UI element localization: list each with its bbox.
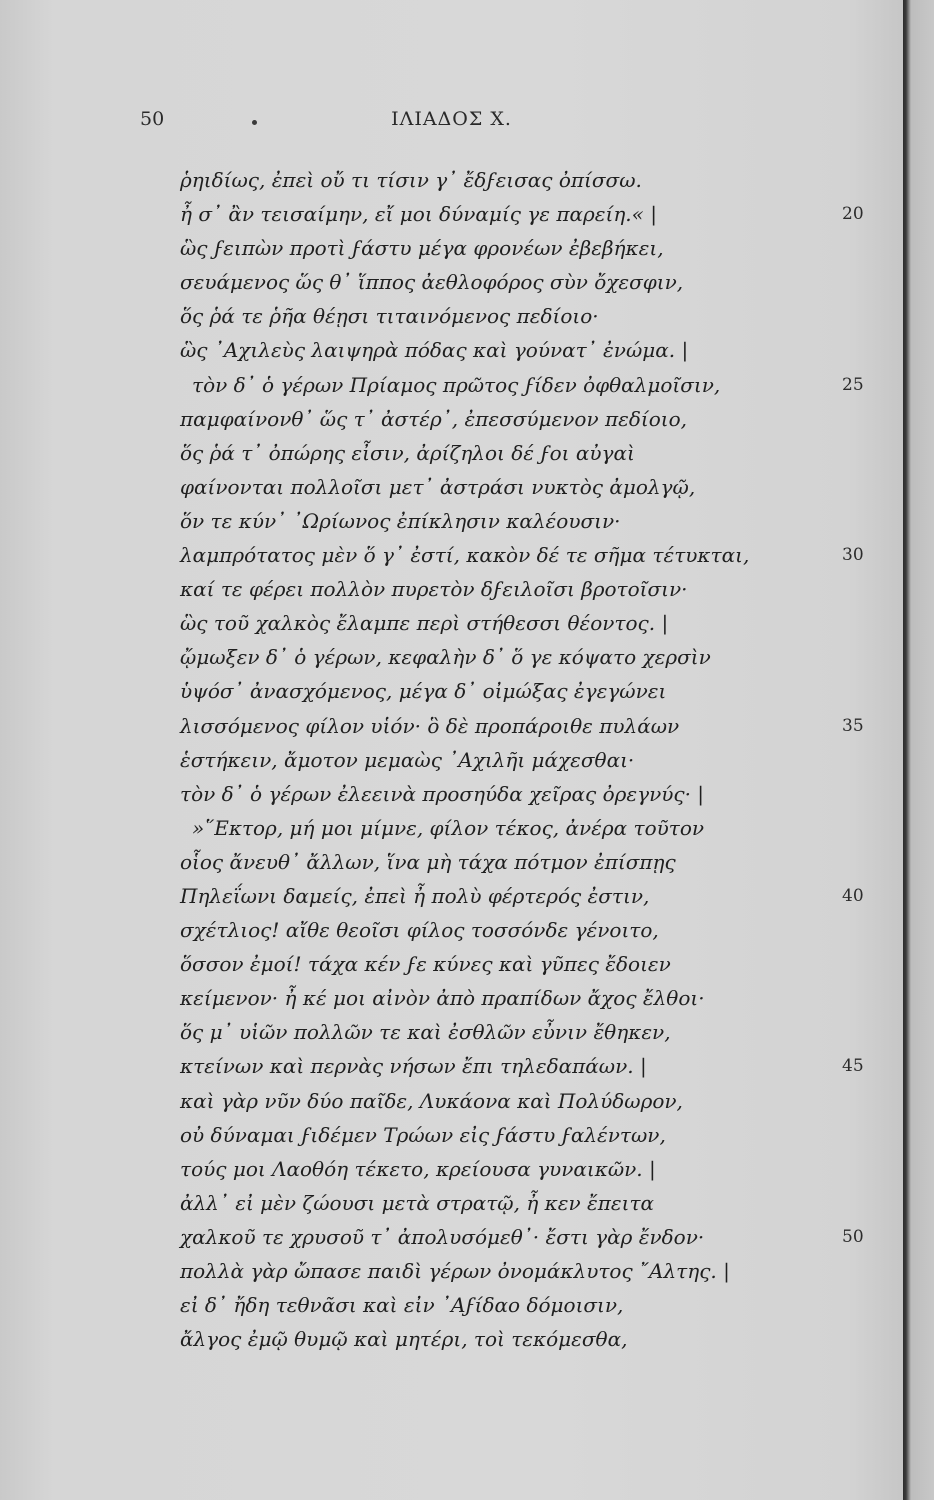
verse-line (180, 743, 900, 777)
verse-text: σευάμενος ὥς θ᾽ ἵππος ἀεθλοφόρος σὺν ὄχεσφιν, (180, 270, 684, 295)
verse-line (180, 811, 900, 845)
verse-line (180, 436, 900, 470)
verse-line (180, 1049, 900, 1083)
verse-text: φαίνονται πολλοῖσι μετ᾽ ἀστράσι νυκτὸς ἀμολγῷ, (180, 474, 696, 499)
verse-text: σχέτλιος! αἴθε θεοῖσι φίλος τοσσόνδε γένοιτο, (180, 918, 659, 943)
verse-line (180, 470, 900, 504)
verse-line (180, 1152, 900, 1186)
verse-line (180, 402, 900, 436)
verse-line (180, 368, 900, 402)
verse-line (180, 606, 900, 640)
verse-block (180, 163, 900, 1356)
line-number: 35 (842, 715, 864, 736)
verse-text: τούς μοι Λαοθόη τέκετο, κρείουσα γυναικῶν. | (180, 1156, 656, 1181)
verse-text: κτείνων καὶ περνὰς νήσων ἔπι τηλεδαπάων. | (180, 1054, 647, 1079)
verse-text: λισσόμενος φίλον υἱόν· ὃ δὲ προπάροιθε πυλάων (180, 713, 680, 738)
verse-line (180, 777, 900, 811)
verse-line (180, 1254, 900, 1288)
verse-text: ἀλλ᾽ εἰ μὲν ζώουσι μετὰ στρατῷ, ἦ κεν ἔπειτα (180, 1190, 655, 1215)
line-number: 30 (842, 545, 864, 566)
line-number: 25 (842, 374, 864, 395)
verse-text: ὅσσον ἐμοί! τάχα κέν ϝε κύνες καὶ γῦπες ἔδοιεν (180, 952, 671, 977)
verse-text: ἄλγος ἐμῷ θυμῷ καὶ μητέρι, τοὶ τεκόμεσθα, (180, 1327, 628, 1352)
verse-text: παμφαίνονθ᾽ ὥς τ᾽ ἀστέρ᾽, ἐπεσσύμενον πεδίοιο, (180, 406, 688, 431)
line-number: 50 (842, 1226, 864, 1247)
verse-text: ὅς μ᾽ υἱῶν πολλῶν τε καὶ ἐσθλῶν εὖνιν ἔθηκεν, (180, 1020, 671, 1045)
verse-line (180, 640, 900, 674)
verse-text: ἑστήκειν, ἄμοτον μεμαὼς ᾽Αχιλῆι μάχεσθαι· (180, 747, 635, 772)
verse-text: καί τε φέρει πολλὸν πυρετὸν δϝειλοῖσι βροτοῖσιν· (180, 577, 688, 602)
verse-text: ὅς ῥά τε ῥῆα θέῃσι τιταινόμενος πεδίοιο· (180, 304, 599, 329)
line-number: 20 (842, 204, 864, 225)
line-number: 40 (842, 885, 864, 906)
verse-line (180, 1015, 900, 1049)
verse-text: ὣς ᾽Αχιλεὺς λαιψηρὰ πόδας καὶ γούνατ᾽ ἐνώμα. | (180, 338, 689, 363)
verse-text: τὸν δ᾽ ὁ γέρων ἐλεεινὰ προσηύδα χεῖρας ὀρεγνύς· | (180, 781, 705, 806)
page-number: 50 (140, 108, 165, 130)
verse-text: χαλκοῦ τε χρυσοῦ τ᾽ ἀπολυσόμεθ᾽· ἔστι γὰρ ἔνδον· (180, 1224, 705, 1249)
verse-line (180, 879, 900, 913)
verse-text: πολλὰ γὰρ ὤπασε παιδὶ γέρων ὀνομάκλυτος ῎Αλτης. | (180, 1259, 730, 1283)
verse-text: κείμενον· ἦ κέ μοι αἰνὸν ἀπὸ πραπίδων ἄχος ἔλθοι· (180, 986, 705, 1011)
verse-line (180, 197, 900, 231)
verse-line (180, 572, 900, 606)
verse-line (180, 538, 900, 572)
verse-text: λαμπρότατος μὲν ὅ γ᾽ ἐστί, κακὸν δέ τε σῆμα τέτυκται, (180, 543, 750, 568)
verse-text: τὸν δ᾽ ὁ γέρων Πρίαμος πρῶτος ϝίδεν ὀφθαλμοῖσιν, (192, 372, 721, 397)
verse-line (180, 231, 900, 265)
verse-text: ἦ σ᾽ ἂν τεισαίμην, εἴ μοι δύναμίς γε παρείη.« | (180, 202, 657, 227)
verse-text: εἰ δ᾽ ἤδη τεθνᾶσι καὶ εἰν ᾽Αϝίδαο δόμοισιν, (180, 1293, 624, 1318)
verse-line (180, 709, 900, 743)
verse-text: Πηλεΐωνι δαμείς, ἐπεὶ ἦ πολὺ φέρτερός ἐστιν, (180, 883, 650, 908)
page-header (0, 108, 903, 138)
verse-text: οὐ δύναμαι ϝιδέμεν Τρώων εἰς ϝάστυ ϝαλέντων, (180, 1122, 666, 1147)
verse-text: καὶ γὰρ νῦν δύο παῖδε, Λυκάονα καὶ Πολύδωρον, (180, 1088, 683, 1113)
verse-text: οἷος ἄνευθ᾽ ἄλλων, ἵνα μὴ τάχα πότμον ἐπίσπῃς (180, 849, 676, 874)
book-gutter (903, 0, 934, 1500)
verse-line (180, 913, 900, 947)
verse-line (180, 504, 900, 538)
line-number: 45 (842, 1056, 864, 1077)
verse-line (180, 1186, 900, 1220)
verse-line (180, 981, 900, 1015)
verse-text: ὣς τοῦ χαλκὸς ἔλαμπε περὶ στήθεσσι θέοντος. | (180, 611, 669, 636)
verse-text: ᾤμωξεν δ᾽ ὁ γέρων, κεφαλὴν δ᾽ ὅ γε κόψατο χερσὶν (180, 645, 711, 670)
verse-text: ὣς ϝειπὼν προτὶ ϝάστυ μέγα φρονέων ἐβεβήκει, (180, 236, 664, 261)
verse-line (180, 1084, 900, 1118)
verse-line (180, 333, 900, 367)
verse-line (180, 1288, 900, 1322)
verse-text: »῞Εκτορ, μή μοι μίμνε, φίλον τέκος, ἀνέρα τοῦτον (192, 815, 705, 840)
verse-line (180, 845, 900, 879)
verse-text: ὅς ῥά τ᾽ ὀπώρης εἶσιν, ἀρίζηλοι δέ ϝοι αὐγαὶ (180, 440, 635, 465)
verse-text: ὅν τε κύν᾽ ᾽Ωρίωνος ἐπίκλησιν καλέουσιν· (180, 508, 621, 533)
verse-line (180, 1322, 900, 1356)
verse-line (180, 163, 900, 197)
verse-line (180, 299, 900, 333)
verse-line (180, 1118, 900, 1152)
running-title: ΙΛΙΑΔΟΣ Χ. (391, 108, 512, 130)
verse-line (180, 265, 900, 299)
verse-line (180, 947, 900, 981)
verse-line (180, 1220, 900, 1254)
verse-line (180, 674, 900, 708)
verse-text: ὑψόσ᾽ ἀνασχόμενος, μέγα δ᾽ οἰμώξας ἐγεγώνει (180, 679, 667, 704)
verse-text: ῥηιδίως, ἐπεὶ οὔ τι τίσιν γ᾽ ἔδϝεισας ὀπίσσω. (180, 168, 642, 192)
